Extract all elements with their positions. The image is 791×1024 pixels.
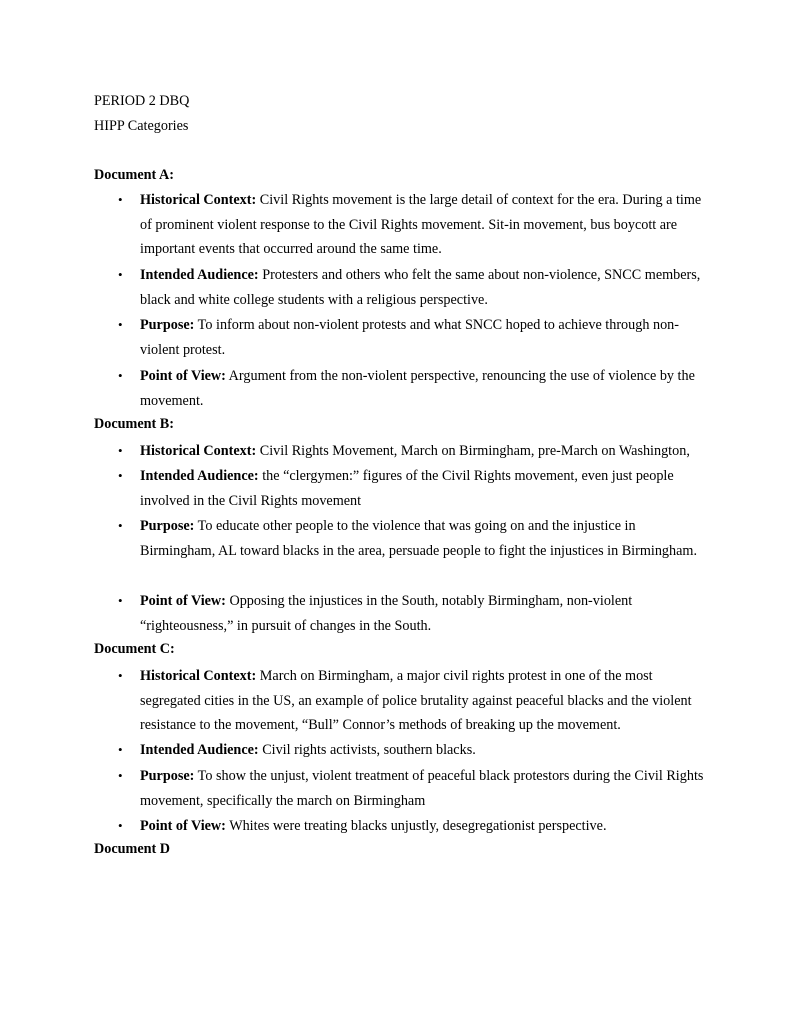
- item-text: Civil rights activists, southern blacks.: [258, 742, 476, 758]
- list-item: [140, 188, 705, 262]
- item-text: Opposing the injustices in the South, notably Birmingham, non-violent “righteousness,” in pursuit of changes in the South.: [140, 593, 633, 634]
- item-text: the “clergymen:” figures of the Civil Rights movement, even just people involved in the Civil Rights movement: [140, 468, 674, 509]
- item-label: Point of View:: [140, 818, 226, 834]
- item-label: Intended Audience:: [140, 267, 259, 283]
- item-text: To inform about non-violent protests and what SNCC hoped to achieve through non-violent protest.: [140, 317, 679, 358]
- item-label: Purpose:: [140, 317, 195, 333]
- document-d-heading: Document D: [94, 841, 171, 857]
- document-a-heading: Document A:: [94, 167, 174, 183]
- item-label: Historical Context:: [140, 192, 257, 208]
- bullet-icon: •: [118, 192, 123, 207]
- item-label: Intended Audience:: [140, 742, 259, 758]
- list-item: [140, 439, 705, 464]
- list-item: [140, 764, 705, 813]
- item-label: Point of View:: [140, 368, 226, 384]
- item-label: Purpose:: [140, 768, 195, 784]
- item-text: Civil Rights movement is the large detail of context for the era. During a time of prominent violent response to the Civil Rights movement. Sit-in movement, bus boycott are important events that occurred around the same time.: [140, 192, 702, 258]
- list-item: [140, 738, 705, 763]
- item-label: Intended Audience:: [140, 468, 259, 484]
- list-item: [140, 364, 705, 413]
- bullet-icon: •: [118, 443, 123, 458]
- list-item: [140, 313, 705, 362]
- item-label: Historical Context:: [140, 668, 257, 684]
- bullet-icon: •: [118, 742, 123, 757]
- item-text: Civil Rights Movement, March on Birmingham, pre-March on Washington,: [256, 443, 690, 459]
- item-text: March on Birmingham, a major civil rights protest in one of the most segregated cities in the US, an example of police brutality against peaceful blacks and the violent resistance to the movement, “Bull” Connor’s methods of breaking up the movement.: [140, 668, 692, 734]
- item-text: Whites were treating blacks unjustly, desegregationist perspective.: [225, 818, 607, 834]
- bullet-icon: •: [118, 518, 123, 533]
- item-label: Purpose:: [140, 518, 195, 534]
- bullet-icon: •: [118, 317, 123, 332]
- bullet-icon: •: [118, 768, 123, 783]
- bullet-icon: •: [118, 368, 123, 383]
- bullet-icon: •: [118, 668, 123, 683]
- item-text: Protesters and others who felt the same about non-violence, SNCC members, black and white college students with a religious perspective.: [140, 267, 701, 308]
- item-text: To show the unjust, violent treatment of peaceful black protestors during the Civil Rights movement, specifically the march on Birmingham: [140, 768, 704, 809]
- list-item: [140, 464, 705, 513]
- item-label: Point of View:: [140, 593, 226, 609]
- document-b-heading: Document B:: [94, 416, 174, 432]
- page-title: PERIOD 2 DBQ: [94, 93, 190, 109]
- list-item: [140, 263, 705, 312]
- bullet-icon: •: [118, 267, 123, 282]
- bullet-icon: •: [118, 468, 123, 483]
- bullet-icon: •: [118, 818, 123, 833]
- document-c-heading: Document C:: [94, 641, 175, 657]
- page-subtitle: HIPP Categories: [94, 118, 189, 134]
- list-item: [140, 664, 705, 738]
- list-item: [140, 514, 705, 563]
- list-item: [140, 814, 705, 839]
- item-text: To educate other people to the violence that was going on and the injustice in Birmingham, AL toward blacks in the area, persuade people to fight the injustices in Birmingham.: [140, 518, 697, 559]
- list-item: [140, 589, 705, 638]
- item-label: Historical Context:: [140, 443, 257, 459]
- item-text: Argument from the non-violent perspective, renouncing the use of violence by the movement.: [140, 368, 695, 409]
- bullet-icon: •: [118, 593, 123, 608]
